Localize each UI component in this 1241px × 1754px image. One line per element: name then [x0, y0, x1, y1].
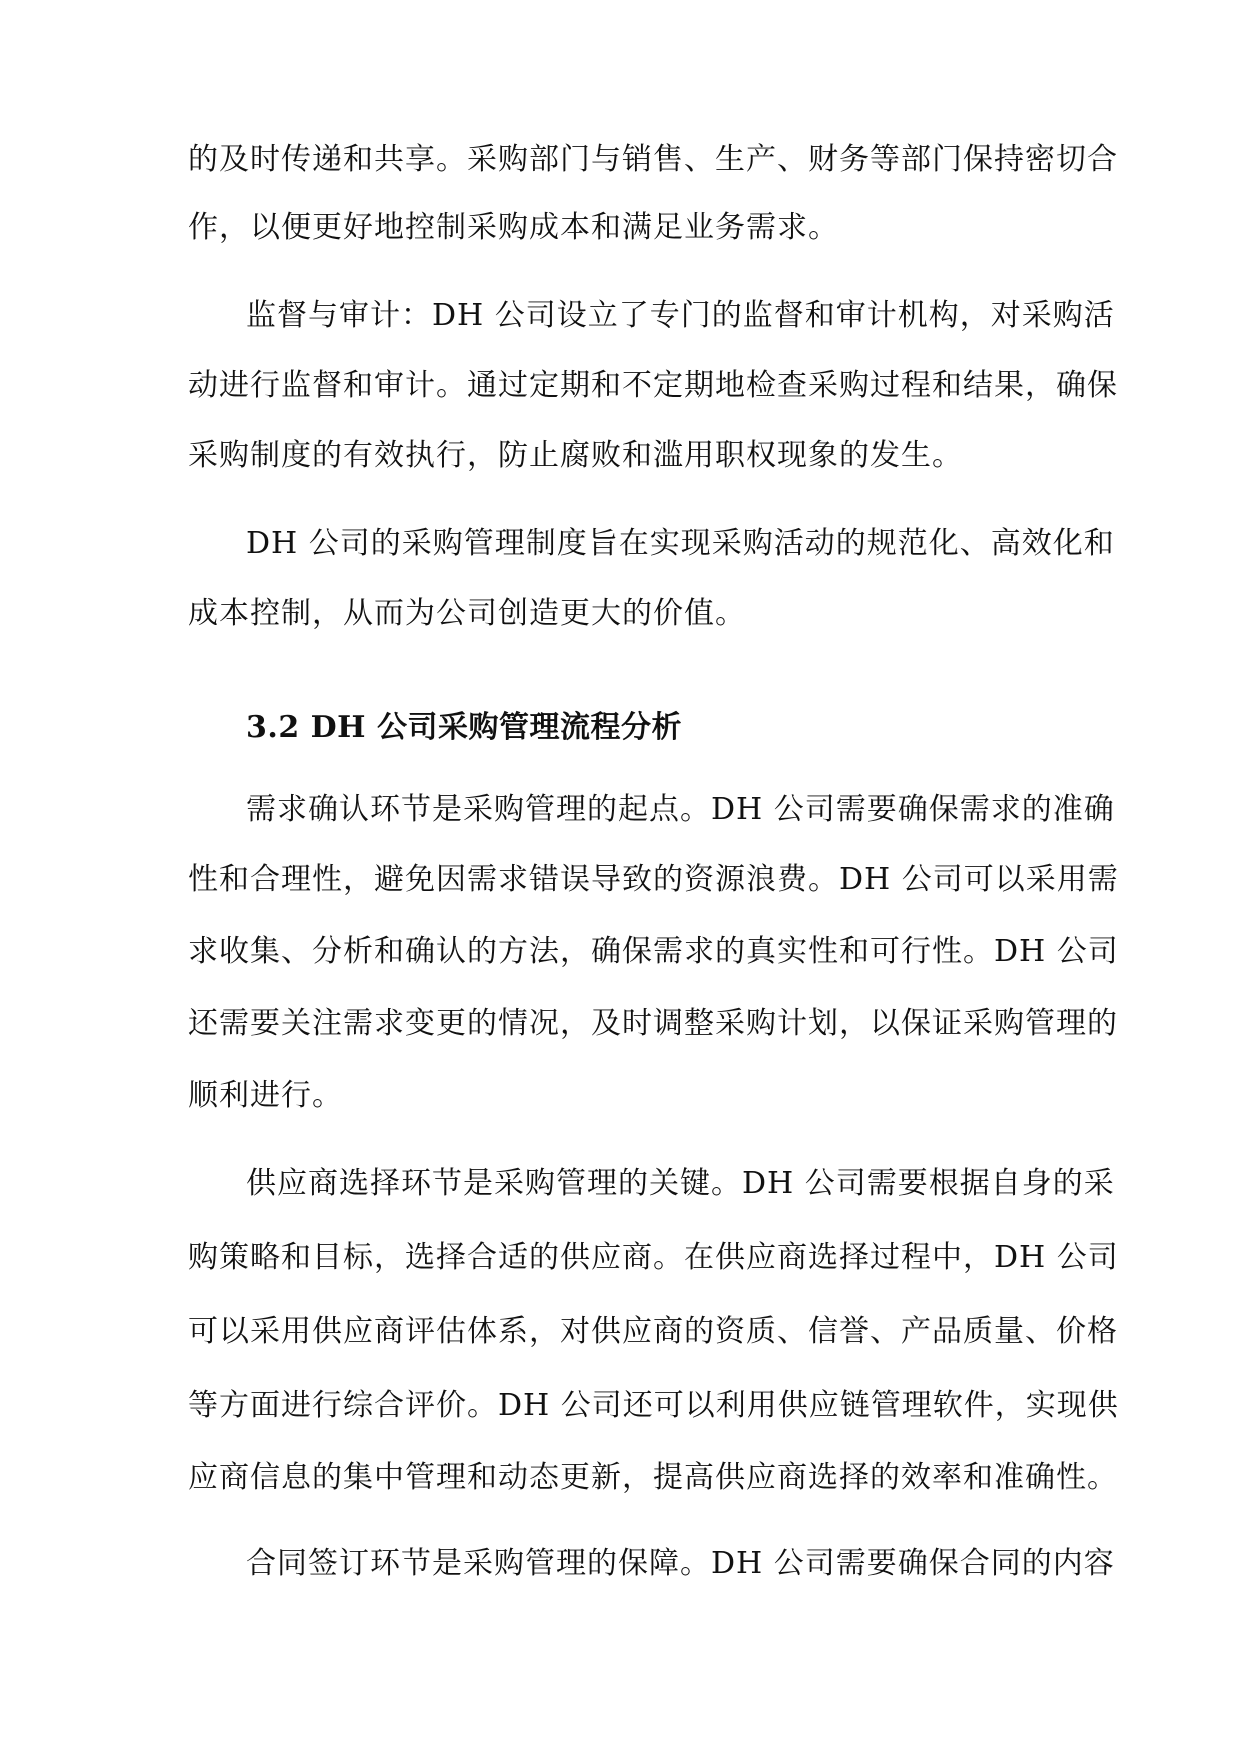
paragraph-start-line: 需求确认环节是采购管理的起点。DH 公司需要确保需求的准确 [246, 792, 1115, 827]
text-line: 顺利进行。 [188, 1078, 343, 1113]
paragraph-start-line: 监督与审计：DH 公司设立了专门的监督和审计机构，对采购活 [246, 298, 1115, 333]
text-line: 作，以便更好地控制采购成本和满足业务需求。 [188, 210, 839, 245]
section-heading: 3.2 DH 公司采购管理流程分析 [246, 710, 682, 745]
paragraph-start-line: 合同签订环节是采购管理的保障。DH 公司需要确保合同的内容 [246, 1546, 1115, 1581]
paragraph-start-line: 供应商选择环节是采购管理的关键。DH 公司需要根据自身的采 [246, 1166, 1115, 1201]
text-line: 成本控制，从而为公司创造更大的价值。 [188, 596, 746, 631]
text-line: 性和合理性，避免因需求错误导致的资源浪费。DH 公司可以采用需 [188, 862, 1119, 897]
text-line: 应商信息的集中管理和动态更新，提高供应商选择的效率和准确性。 [188, 1460, 1118, 1495]
text-line: 还需要关注需求变更的情况，及时调整采购计划，以保证采购管理的 [188, 1006, 1118, 1041]
text-line: 购策略和目标，选择合适的供应商。在供应商选择过程中，DH 公司 [188, 1240, 1119, 1275]
text-line: 求收集、分析和确认的方法，确保需求的真实性和可行性。DH 公司 [188, 934, 1119, 969]
paragraph-start-line: DH 公司的采购管理制度旨在实现采购活动的规范化、高效化和 [246, 526, 1115, 561]
text-line: 等方面进行综合评价。DH 公司还可以利用供应链管理软件，实现供 [188, 1388, 1119, 1423]
text-line: 可以采用供应商评估体系，对供应商的资质、信誉、产品质量、价格 [188, 1314, 1118, 1349]
text-line: 采购制度的有效执行，防止腐败和滥用职权现象的发生。 [188, 438, 963, 473]
text-line: 的及时传递和共享。采购部门与销售、生产、财务等部门保持密切合 [188, 142, 1118, 177]
text-line: 动进行监督和审计。通过定期和不定期地检查采购过程和结果，确保 [188, 368, 1118, 403]
